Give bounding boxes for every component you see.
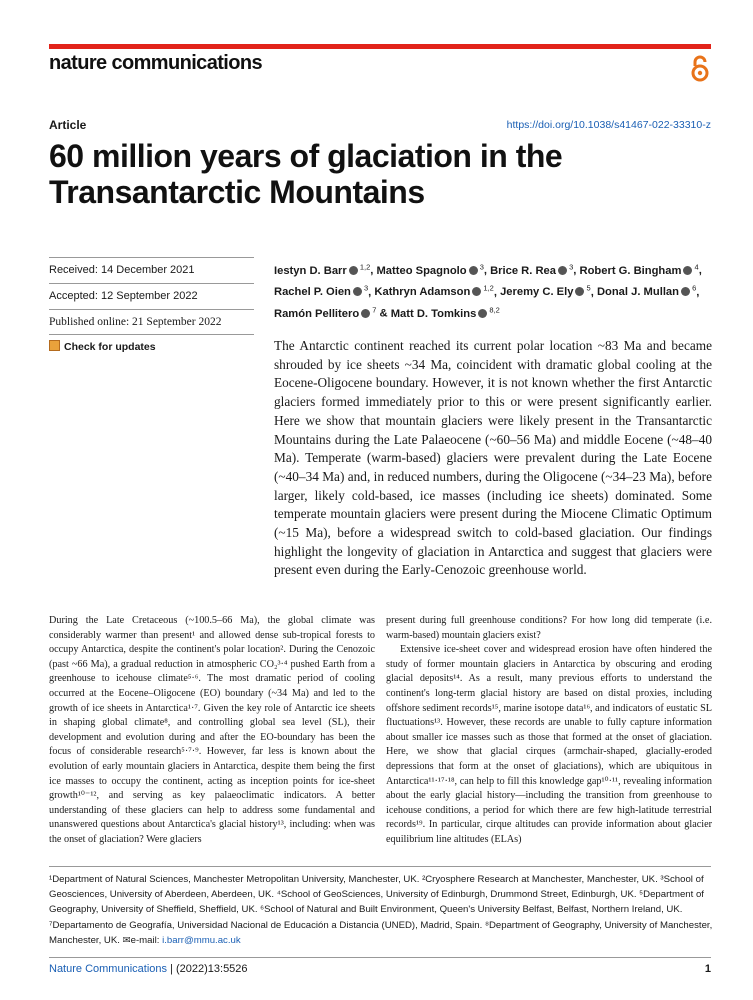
affiliations	[49, 872, 713, 948]
divider	[49, 334, 254, 335]
footer-journal[interactable]: Nature Communications	[49, 963, 167, 975]
footer-citation	[49, 963, 248, 975]
check-updates-button[interactable]	[49, 340, 254, 353]
author-name: Donal J. Mullan	[596, 286, 679, 299]
author-name: Ramón Pellitero	[274, 308, 360, 321]
author-name: Rachel P. Oien	[274, 286, 351, 299]
author[interactable]	[390, 305, 500, 321]
author[interactable]	[500, 283, 591, 299]
orcid-icon[interactable]	[361, 309, 370, 318]
journal-name[interactable]: nature communications	[49, 52, 262, 74]
author-affiliation: 3	[567, 262, 574, 271]
orcid-icon[interactable]	[478, 309, 487, 318]
author-affiliation: 5	[584, 283, 591, 293]
orcid-icon[interactable]	[469, 266, 478, 275]
orcid-icon[interactable]	[349, 266, 358, 275]
divider	[49, 957, 711, 958]
author-affiliation: 4	[692, 262, 699, 271]
author-name: Iestyn D. Barr	[274, 264, 347, 277]
body-column-right	[386, 614, 712, 848]
body-paragraph: During the Late Cretaceous (~100.5–66 Ma), the global climate was considerably warmer than present¹ and allowed dense sub-tropical forests to occupy Antarctica, despite the continent's polar location². During the Cenozoic (past ~66 Ma), a gradual reduction in atmospheric CO₂³·⁴ pushed Earth from a greenhouse to icehouse climate⁵·⁶. The most dramatic period of cooling occurred at the Eocene–Oligocene (EO) boundary (~34 Ma) and led to the growth of ice sheets in Antarctica¹·⁷. Given the key role of Antarctic ice sheets in shaping global climate⁸, and controlling global sea level (SL), their development and evolution during and after the EO-boundary has been the focus of considerable research⁵·⁷·⁹. However, far less is known about the evolution of early mountain glaciers in Antarctica, despite them being the first ice masses to occupy the continent, acting as inception points for ice-sheet growth¹⁰⁻¹², and serving as key palaeoclimatic indicators. A better understanding of these glaciers can help to address some fundamental and unanswered questions about Antarctica's glacial history¹³, including: when was the onset of glaciation? Were glaciers	[49, 615, 375, 845]
received-date: Received: 14 December 2021	[49, 264, 195, 276]
author-affiliation: 1,2	[481, 283, 494, 293]
divider	[49, 257, 254, 258]
divider	[49, 866, 711, 867]
author-name: Jeremy C. Ely	[500, 286, 574, 299]
email-icon: ✉	[122, 934, 131, 946]
author-affiliation: 3	[361, 283, 369, 293]
author[interactable]	[274, 262, 371, 277]
body-paragraph: Extensive ice-sheet cover and widespread erosion have often hindered the study of former mountain glaciers in Antarctica by obscuring and eroding glacial deposits¹⁴. As a result, many previous efforts to understand the continent's long-term glacial history are based on distal proxies, including offshore sediment records¹⁵, marine isotope data¹⁶, and indicators of eustatic SL fluctuations¹³. However, these records are unable to fully capture information about smaller ice masses such as those that formed at the onset of glaciation. Here, we show that glacial cirques (armchair-shaped, glacially-eroded depressions that form at the onset of glaciations), which are ubiquitous in Antarctica¹¹·¹⁷·¹⁸, can help to fill this knowledge gap¹⁰·¹¹, revealing information about the early glacial history—including the transition from greenhouse to icehouse conditions, a period for which there are few high-latitude terrestrial records¹⁹. In particular, cirque altitudes can provide information about glacier equilibrium line altitudes (ELAs)	[386, 644, 712, 845]
divider	[49, 283, 254, 284]
author[interactable]	[374, 283, 494, 299]
author-name: Robert G. Bingham	[579, 264, 682, 277]
author[interactable]	[490, 262, 574, 277]
orcid-icon[interactable]	[353, 287, 362, 296]
author[interactable]	[579, 262, 699, 277]
author-name: Brice R. Rea	[490, 264, 557, 277]
body-column-left	[49, 614, 375, 848]
author-affiliation: 6	[690, 283, 697, 293]
author-name: Kathryn Adamson	[374, 286, 471, 299]
author[interactable]	[274, 283, 369, 299]
email-link[interactable]: i.barr@mmu.ac.uk	[162, 934, 241, 946]
divider	[49, 309, 254, 310]
affiliation-text: ¹Department of Natural Sciences, Manchester Metropolitan University, Manchester, UK. ²Cryosphere Research at Manchester, Manchester, UK. ³School of Geosciences, University of Aberdeen, Aberdeen, UK. ⁴School of GeoSciences, University of Edinburgh, Drummond Street, Edinburgh, UK. ⁵Department of Geography, University of Sheffield, Sheffield, UK. ⁶School of Natural and Built Environment, Queen's University Belfast, Belfast, Northern Ireland, UK. ⁷Departamento de Geografía, Universidad Nacional de Educación a Distancia (UNED), Madrid, Spain. ⁸Department of Geography, University of Manchester, Manchester, UK.	[49, 874, 713, 946]
body-paragraph: present during full greenhouse conditions? For how long did temperate (i.e. warm-based) mountain glaciers exist?	[386, 615, 712, 641]
author-affiliation: 3	[477, 262, 484, 271]
check-updates-icon	[49, 340, 60, 351]
article-type: Article	[49, 118, 87, 132]
author[interactable]	[274, 305, 377, 321]
author-name: Matt D. Tomkins	[390, 308, 477, 321]
email-label: e-mail:	[130, 934, 160, 946]
orcid-icon[interactable]	[472, 287, 481, 296]
doi-link[interactable]: https://doi.org/10.1038/s41467-022-33310-z	[506, 119, 711, 131]
author-name: Matteo Spagnolo	[376, 264, 467, 277]
header-accent-bar	[49, 44, 711, 49]
author-list: Iestyn D. Barr $^{1,2}$, Matteo Spagnolo $^3$, Brice R. Rea $^3$, Robert G. Bingham $^4$, Rachel P. Oien $^3$, Kathryn Adamson $^{1,2}$, Jeremy C. Ely $^5$, Donal J. Mullan $^6$, Ramón Pellitero $^7$ & Matt D. Tomkins $^{8,2}$	[274, 262, 702, 321]
orcid-icon[interactable]	[681, 287, 690, 296]
author[interactable]	[596, 283, 697, 299]
footer-volume: | (2022)13:5526	[170, 963, 248, 975]
abstract: The Antarctic continent reached its current polar location ~83 Ma and became shrouded by ice sheets ~34 Ma, coincident with dramatic global cooling at the Eocene-Oligocene boundary. However, it is not known whether the first Antarctic glaciers formed immediately prior to this or were present significantly earlier. Here we show that mountain glaciers were likely present in the Transantarctic Mountains during the Late Palaeocene (~60–56 Ma) and middle Eocene (~48–40 Ma). Temperate (warm-based) glaciers were prevalent during the Late Eocene (~40–34 Ma) and, in reduced numbers, during the Oligocene (~34–23 Ma), before larger, likely cold-based, ice masses (including ice sheets) dominated. Some temperate mountain glaciers were present during the Miocene Climatic Optimum (~15 Ma), before a widespread switch to cold-based glaciation. Our findings highlight the longevity of glaciation in Antarctica and suggest that glaciers were present even during the Early-Cenozoic greenhouse world.	[274, 338, 712, 578]
author-affiliation: 7	[370, 305, 377, 315]
published-date: Published online: 21 September 2022	[49, 316, 222, 328]
orcid-icon[interactable]	[558, 266, 567, 275]
author-affiliation: 8,2	[487, 305, 500, 315]
article-title: 60 million years of glaciation in the Transantarctic Mountains	[49, 138, 563, 210]
check-updates-label: Check for updates	[64, 341, 156, 353]
accepted-date: Accepted: 12 September 2022	[49, 290, 198, 302]
open-access-icon	[689, 55, 711, 83]
author-affiliation: 1,2	[357, 262, 371, 271]
author[interactable]	[376, 262, 484, 277]
page-number: 1	[704, 963, 711, 975]
